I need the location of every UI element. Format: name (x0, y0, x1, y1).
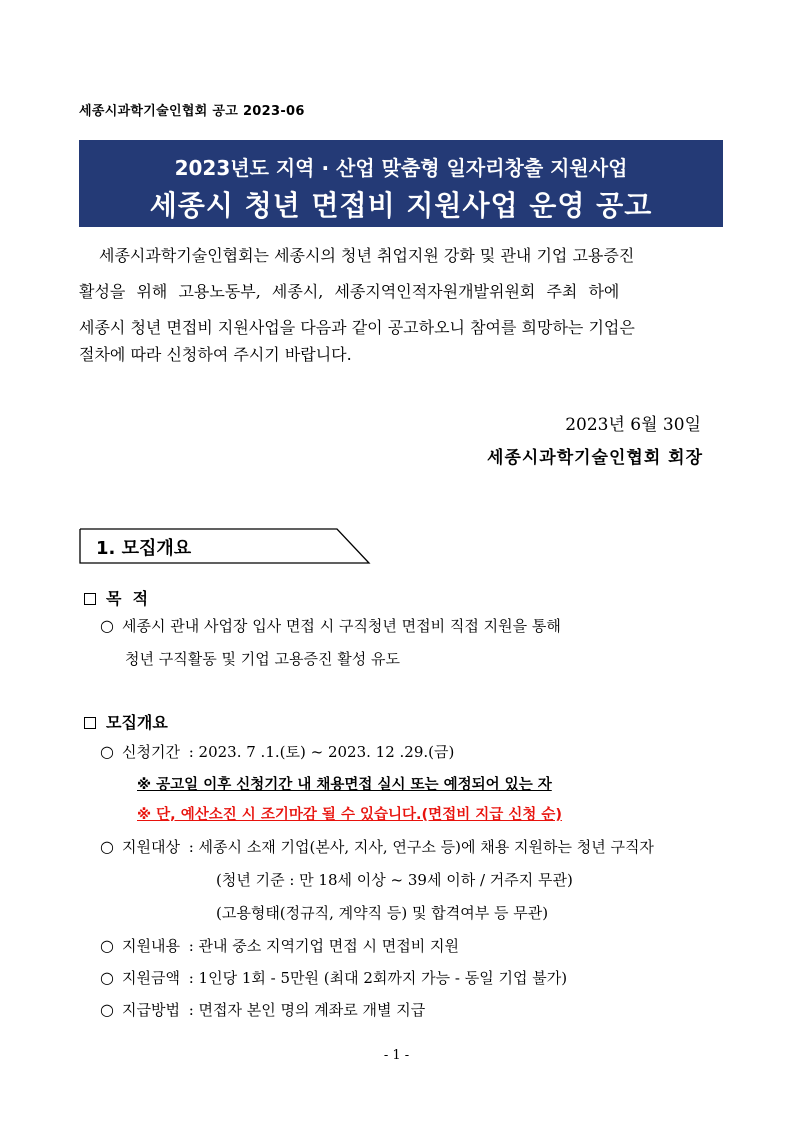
title-banner (79, 140, 723, 227)
page-number: - 1 - (383, 1048, 410, 1063)
note-eligibility: ※ 공고일 이후 신청기간 내 채용면접 실시 또는 예정되어 있는 자 (137, 777, 552, 793)
purpose-line-1 (100, 615, 561, 636)
intro-line-3: 세종시 청년 면접비 지원사업을 다음과 같이 공고하오니 참여를 희망하는 기업은 (79, 318, 635, 337)
circle-bullet-icon: ○ (100, 936, 114, 955)
overview-item-target (100, 836, 654, 857)
intro-line-4: 절차에 따라 신청하여 주시기 바랍니다. (79, 345, 352, 364)
intro-line-2: 활성을 위해 고용노동부, 세종시, 세종지역인적자원개발위원회 주최 하에 (79, 282, 620, 301)
title-line-2: 세종시 청년 면접비 지원사업 운영 공고 (149, 189, 653, 222)
item-label: 지원금액 (121, 969, 180, 987)
item-label: 지원내용 (121, 937, 180, 955)
circle-bullet-icon: ○ (100, 1000, 114, 1019)
target-sub-1: (청년 기준 : 만 18세 이상 ~ 39세 이하 / 거주지 무관) (216, 871, 573, 889)
overview-item-method (100, 999, 425, 1020)
overview-heading (84, 710, 168, 733)
circle-bullet-icon: ○ (100, 742, 114, 761)
item-label: 신청기간 (121, 743, 180, 761)
circle-bullet-icon: ○ (100, 968, 114, 987)
purpose-line-2: 청년 구직활동 및 기업 고용증진 활성 유도 (125, 650, 400, 668)
square-bullet-icon (84, 717, 96, 729)
notice-date: 2023년 6월 30일 (565, 415, 701, 435)
item-label: 지급방법 (121, 1001, 180, 1019)
overview-item-period (100, 741, 454, 762)
title-line-1: 2023년도 지역 · 산업 맞춤형 일자리창출 지원사업 (174, 156, 628, 180)
item-label: 지원대상 (121, 838, 180, 856)
purpose-heading (84, 586, 148, 609)
target-sub-2: (고용형태(정규직, 계약직 등) 및 합격여부 등 무관) (216, 904, 549, 922)
notice-number: 세종시과학기술인협회 공고 2023-06 (79, 104, 305, 119)
overview-item-amount (100, 967, 567, 988)
purpose-text-1: 세종시 관내 사업장 입사 면접 시 구직청년 면접비 직접 지원을 통해 (121, 617, 561, 635)
section-title: 1. 모집개요 (96, 538, 192, 559)
intro-line-1: 세종시과학기술인협회는 세종시의 청년 취업지원 강화 및 관내 기업 고용증진 (99, 246, 635, 265)
item-value: : 세종시 소재 기업(본사, 지사, 연구소 등)에 채용 지원하는 청년 구직자 (188, 838, 654, 856)
overview-item-content (100, 935, 459, 956)
purpose-heading-text: 목 적 (106, 589, 149, 608)
item-value: : 2023. 7 .1.(토) ~ 2023. 12 .29.(금) (188, 743, 455, 761)
overview-heading-text: 모집개요 (106, 713, 168, 732)
circle-bullet-icon: ○ (100, 616, 114, 635)
circle-bullet-icon: ○ (100, 837, 114, 856)
item-value: : 면접자 본인 명의 계좌로 개별 지급 (188, 1001, 426, 1019)
item-value: : 관내 중소 지역기업 면접 시 면접비 지원 (188, 937, 459, 955)
signer: 세종시과학기술인협회 회장 (487, 448, 703, 468)
square-bullet-icon (84, 593, 96, 605)
item-value: : 1인당 1회 - 5만원 (최대 2회까지 가능 - 동일 기업 불가) (188, 969, 568, 987)
note-early-close: ※ 단, 예산소진 시 조기마감 될 수 있습니다.(면접비 지급 신청 순) (137, 807, 563, 823)
